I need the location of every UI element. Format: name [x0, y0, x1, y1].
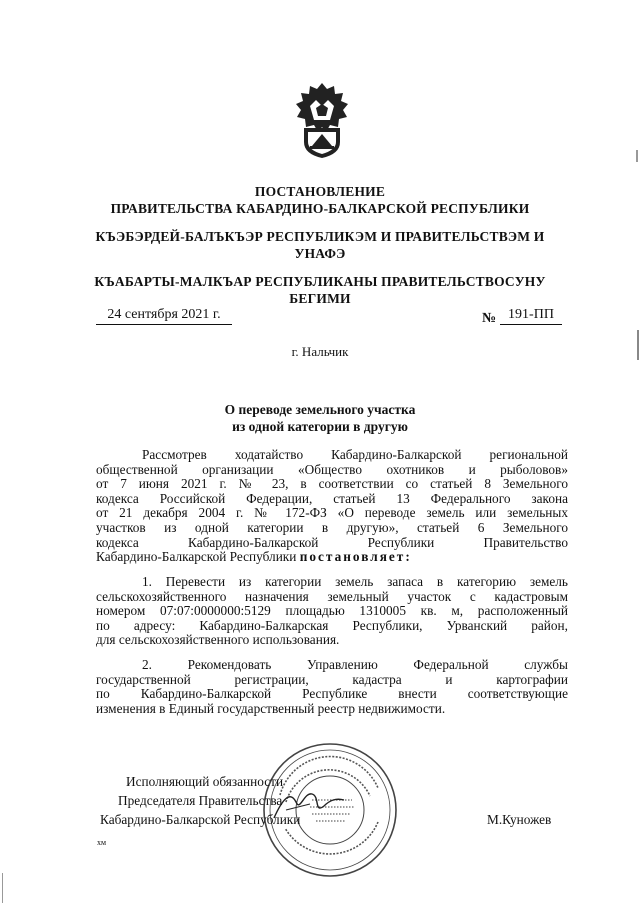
- preamble-line: от 7 июня 2021 г. № 23, в соответствии со статьей 8 Земельного: [96, 476, 568, 492]
- item-1-line: для сельскохозяйственного использования.: [96, 632, 340, 648]
- preamble-line: общественной организации «Общество охотников и рыболовов»: [96, 461, 568, 477]
- document-date: [96, 306, 232, 325]
- document-title-line1: О переводе земельного участка: [224, 402, 416, 417]
- resolution-item-2: [96, 658, 568, 716]
- document-type-heading: ПОСТАНОВЛЕНИЕ: [254, 184, 386, 199]
- preamble-line: Кабардино-Балкарской Республики: [96, 549, 297, 565]
- city-line: г. Нальчик: [291, 344, 349, 359]
- number-sign: №: [482, 311, 497, 326]
- item-1-line: номером 07:07:0000000:5129 площадью 1310005 кв. м, расположенный: [96, 603, 568, 619]
- document-number-text: 191-ПП: [508, 307, 554, 322]
- document-number: [500, 306, 562, 325]
- signatory-position-line3: Кабардино-Балкарской Республики: [100, 812, 301, 827]
- executor-initials: хм: [97, 838, 107, 847]
- balkar-heading-line2: БЕГИМИ: [289, 291, 351, 306]
- item-2-line: изменения в Единый государственный реестр недвижимости.: [96, 700, 446, 716]
- resolution-item-1: [96, 575, 568, 648]
- decree-word: постановляет:: [299, 549, 412, 565]
- item-1-line: сельскохозяйственного назначения земельный участок с кадастровым: [96, 588, 568, 604]
- preamble-last-line: [96, 550, 568, 565]
- preamble-line: Рассмотрев ходатайство Кабардино-Балкарской региональной: [142, 447, 568, 462]
- preamble-line: кодекса Российской Федерации, статьей 13 Федерального закона: [96, 490, 568, 506]
- scan-edge-mark: [637, 330, 639, 360]
- issuer-heading: ПРАВИТЕЛЬСТВА КАБАРДИНО-БАЛКАРСКОЙ РЕСПУБЛИКИ: [110, 201, 530, 216]
- document-title-line2: из одной категории в другую: [232, 419, 408, 434]
- document-date-text: 24 сентября 2021 г.: [107, 307, 221, 322]
- kabardian-heading-line2: УНАФЭ: [294, 246, 346, 261]
- preamble-paragraph: [96, 448, 568, 565]
- preamble-line: участков из одной категории в другую», статьей 6 Земельного: [96, 519, 568, 535]
- balkar-heading-line1: КЪАБАРТЫ-МАЛКЪАР РЕСПУБЛИКАНЫ ПРАВИТЕЛЬСТВОСУНУ: [94, 274, 546, 289]
- scan-edge-mark: [2, 873, 3, 903]
- preamble-line: кодекса Кабардино-Балкарской Республики Правительство: [96, 534, 568, 550]
- item-2-line: 2. Рекомендовать Управлению Федеральной службы: [142, 657, 568, 672]
- item-2-line: по Кабардино-Балкарской Республике внести соответствующие: [96, 686, 568, 702]
- item-2-line: государственной регистрации, кадастра и картографии: [96, 671, 568, 687]
- item-1-line: 1. Перевести из категории земель запаса в категорию земель: [142, 574, 568, 589]
- preamble-line: от 21 декабря 2004 г. № 172-ФЗ «О переводе земель или земельных: [96, 505, 568, 521]
- signatory-position-line1: Исполняющий обязанности: [126, 774, 284, 789]
- scan-edge-mark: [636, 150, 638, 162]
- item-1-line: по адресу: Кабардино-Балкарская Республики, Урванский район,: [96, 617, 568, 633]
- coat-of-arms-emblem: [290, 80, 354, 160]
- signatory-name: М.Куножев: [487, 812, 552, 827]
- kabardian-heading-line1: КЪЭБЭРДЕЙ-БАЛЪКЪЭР РЕСПУБЛИКЭМ И ПРАВИТЕЛЬСТВЭМ И: [95, 229, 545, 244]
- handwritten-signature: [270, 780, 350, 830]
- signatory-position-line2: Председателя Правительства: [118, 793, 283, 808]
